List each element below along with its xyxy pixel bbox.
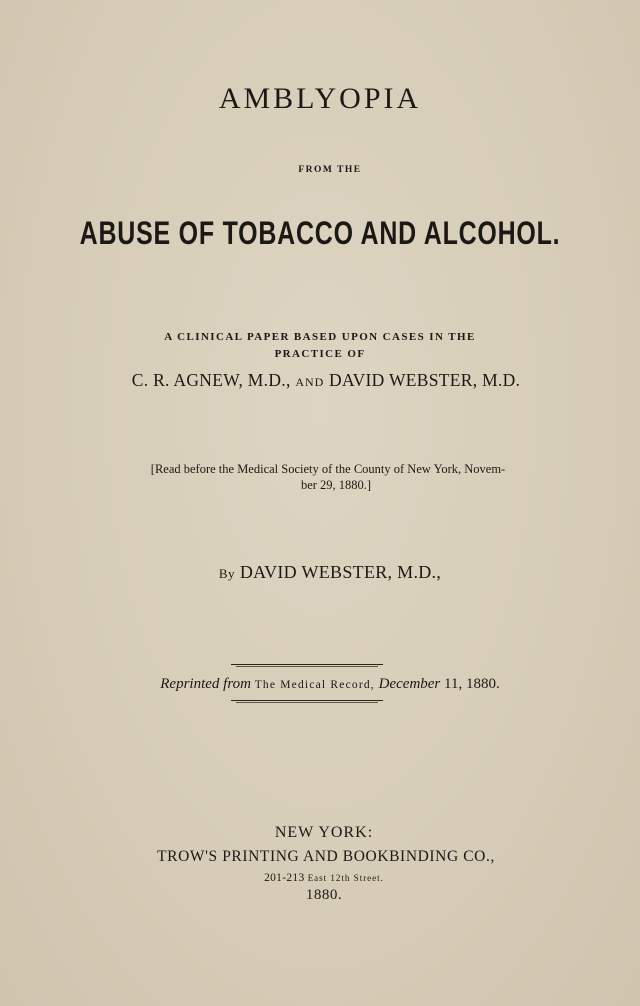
rule-divider-bottom [231,700,383,701]
imprint-address-number: 201-213 [264,872,305,884]
reprint-line [0,676,640,693]
imprint-year: 1880. [305,887,343,903]
byline-by: By [218,566,235,581]
reprint-from: from [223,676,251,692]
page-subtitle: ABUSE OF TOBACCO AND ALCOHOL. [79,215,561,251]
byline-name: DAVID WEBSTER, M.D., [239,562,442,582]
imprint-address [0,872,640,884]
reprint-month: December [378,676,441,692]
read-note-line-1: [Read before the Medical Society of the County of New York, Novem- [150,462,506,476]
imprint-address-street: East 12th Street. [307,873,384,883]
authors-and: AND [295,375,325,389]
from-the-line: FROM THE [298,165,362,175]
reprint-date: 11, 1880. [444,676,500,692]
reprint-journal: The Medical Record, [254,679,375,691]
clinical-paper-line-2: PRACTICE OF [274,348,366,360]
rule-divider-bottom-inner [236,702,378,703]
authors-line [0,370,640,391]
author-agnew: C. R. AGNEW, M.D., [131,370,291,390]
rule-divider-top-inner [236,666,378,667]
byline [0,562,640,583]
read-note-line-2: ber 29, 1880.] [300,478,372,492]
clinical-paper-line-1: A CLINICAL PAPER BASED UPON CASES IN THE [164,331,476,343]
rule-divider-top [231,664,383,665]
reprint-reprinted: Reprinted [160,676,220,692]
author-webster: DAVID WEBSTER, M.D. [329,370,521,390]
page-title: AMBLYOPIA [218,82,422,115]
imprint-place: NEW YORK: [274,824,374,841]
imprint-printer: TROW'S PRINTING AND BOOKBINDING CO., [157,848,495,865]
